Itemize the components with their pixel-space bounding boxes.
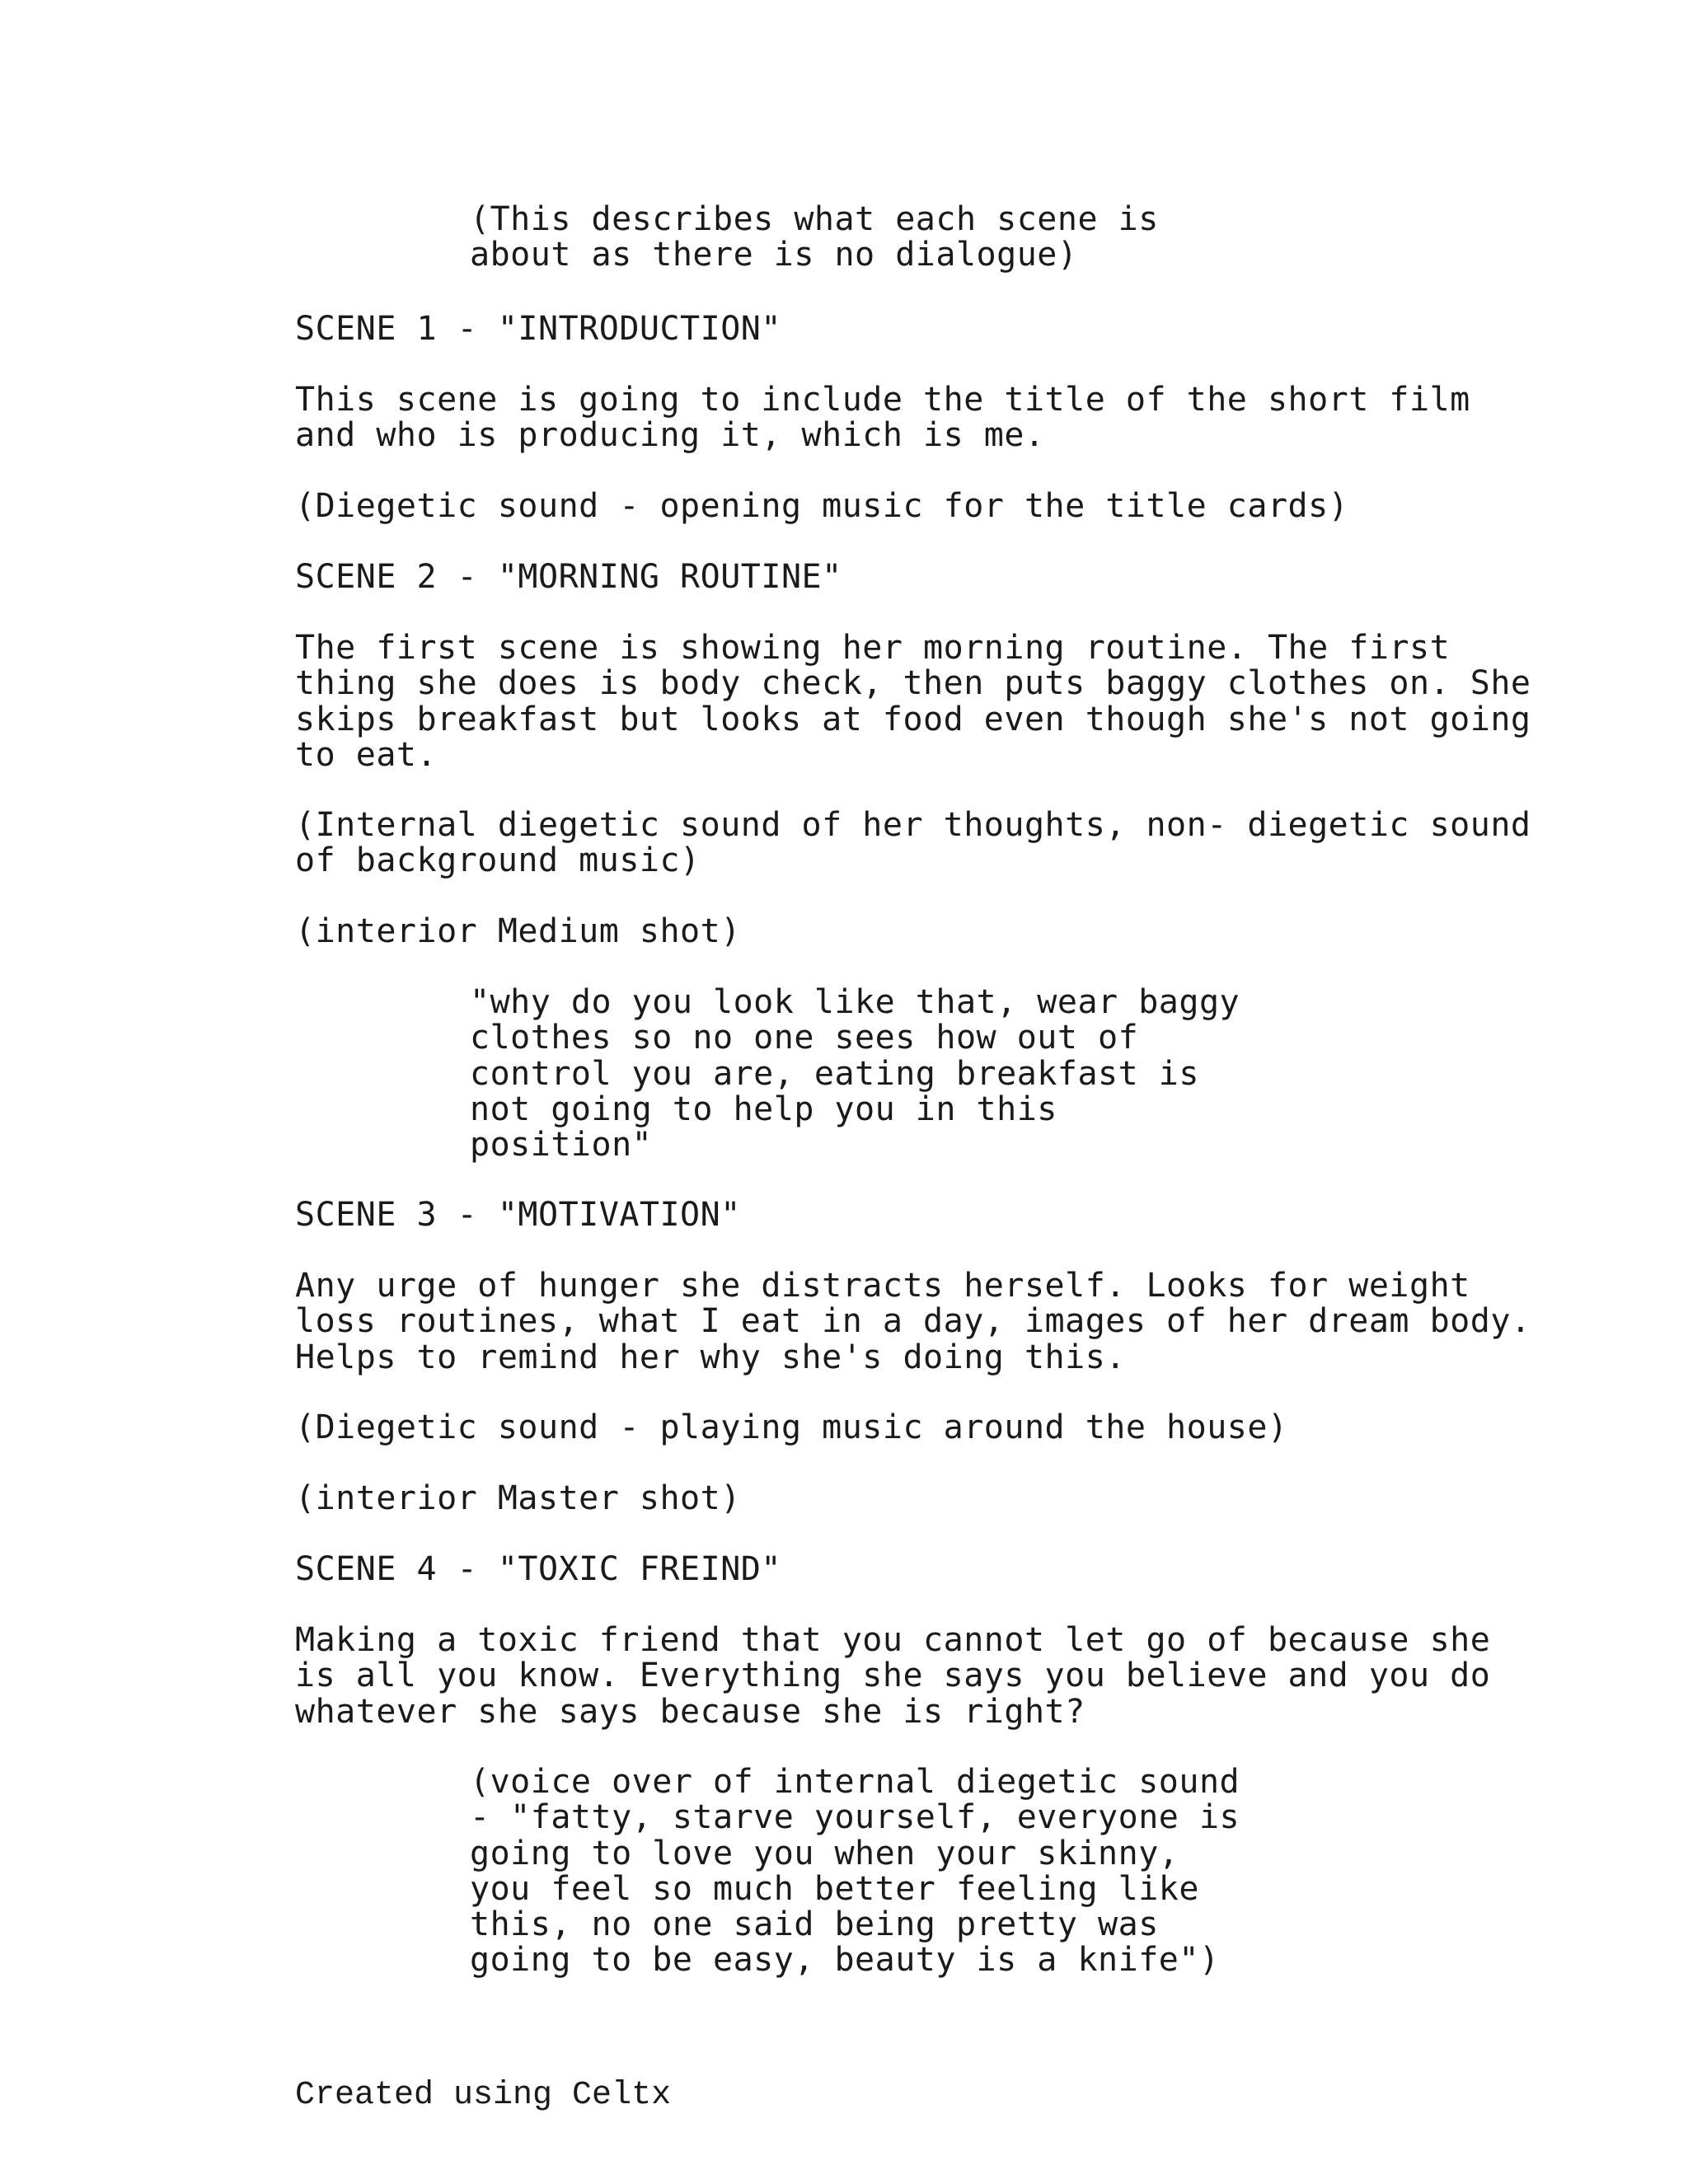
scene-2-description: The first scene is showing her morning routine. The first thing she does is body check, then puts baggy clothes on. She skips breakfast but looks at food even though she's not going to eat. — [295, 629, 1531, 774]
scene-3-heading: SCENE 3 - "MOTIVATION" — [295, 1196, 741, 1234]
scene-1-description: This scene is going to include the title of the short film and who is producing it, which is me. — [295, 381, 1470, 455]
scene-4-voice-over: (voice over of internal diegetic sound - "fatty, starve yourself, everyone is going to love you when your skinny, you feel so much better feeling like this, no one said being pretty was going to be easy, beauty is a knife") — [470, 1763, 1240, 1980]
scene-3-description: Any urge of hunger she distracts herself. Looks for weight loss routines, what I eat in a day, images of her dream body. Helps to remind her why she's doing this. — [295, 1267, 1531, 1376]
footer-credit: Created using Celtx — [295, 2077, 672, 2114]
scene-2-inner-voice: "why do you look like that, wear baggy clothes so no one sees how out of control you are, eating breakfast is not going to help you in this position" — [470, 983, 1240, 1165]
scene-1-sound-note: (Diegetic sound - opening music for the title cards) — [295, 487, 1349, 525]
scene-2-shot-note: (interior Medium shot) — [295, 912, 741, 950]
scene-1-heading: SCENE 1 - "INTRODUCTION" — [295, 310, 781, 348]
scene-2-sound-note: (Internal diegetic sound of her thoughts, non- diegetic sound of background music) — [295, 806, 1531, 880]
note-no-dialogue: (This describes what each scene is about as there is no dialogue) — [470, 200, 1159, 274]
scene-4-heading: SCENE 4 - "TOXIC FREIND" — [295, 1550, 781, 1588]
scene-3-sound-note: (Diegetic sound - playing music around the house) — [295, 1408, 1288, 1446]
scene-4-description: Making a toxic friend that you cannot let go of because she is all you know. Everything she says you believe and you do whatever she says because she is right? — [295, 1621, 1491, 1731]
scene-2-heading: SCENE 2 - "MORNING ROUTINE" — [295, 558, 842, 596]
scene-3-shot-note: (interior Master shot) — [295, 1479, 741, 1517]
